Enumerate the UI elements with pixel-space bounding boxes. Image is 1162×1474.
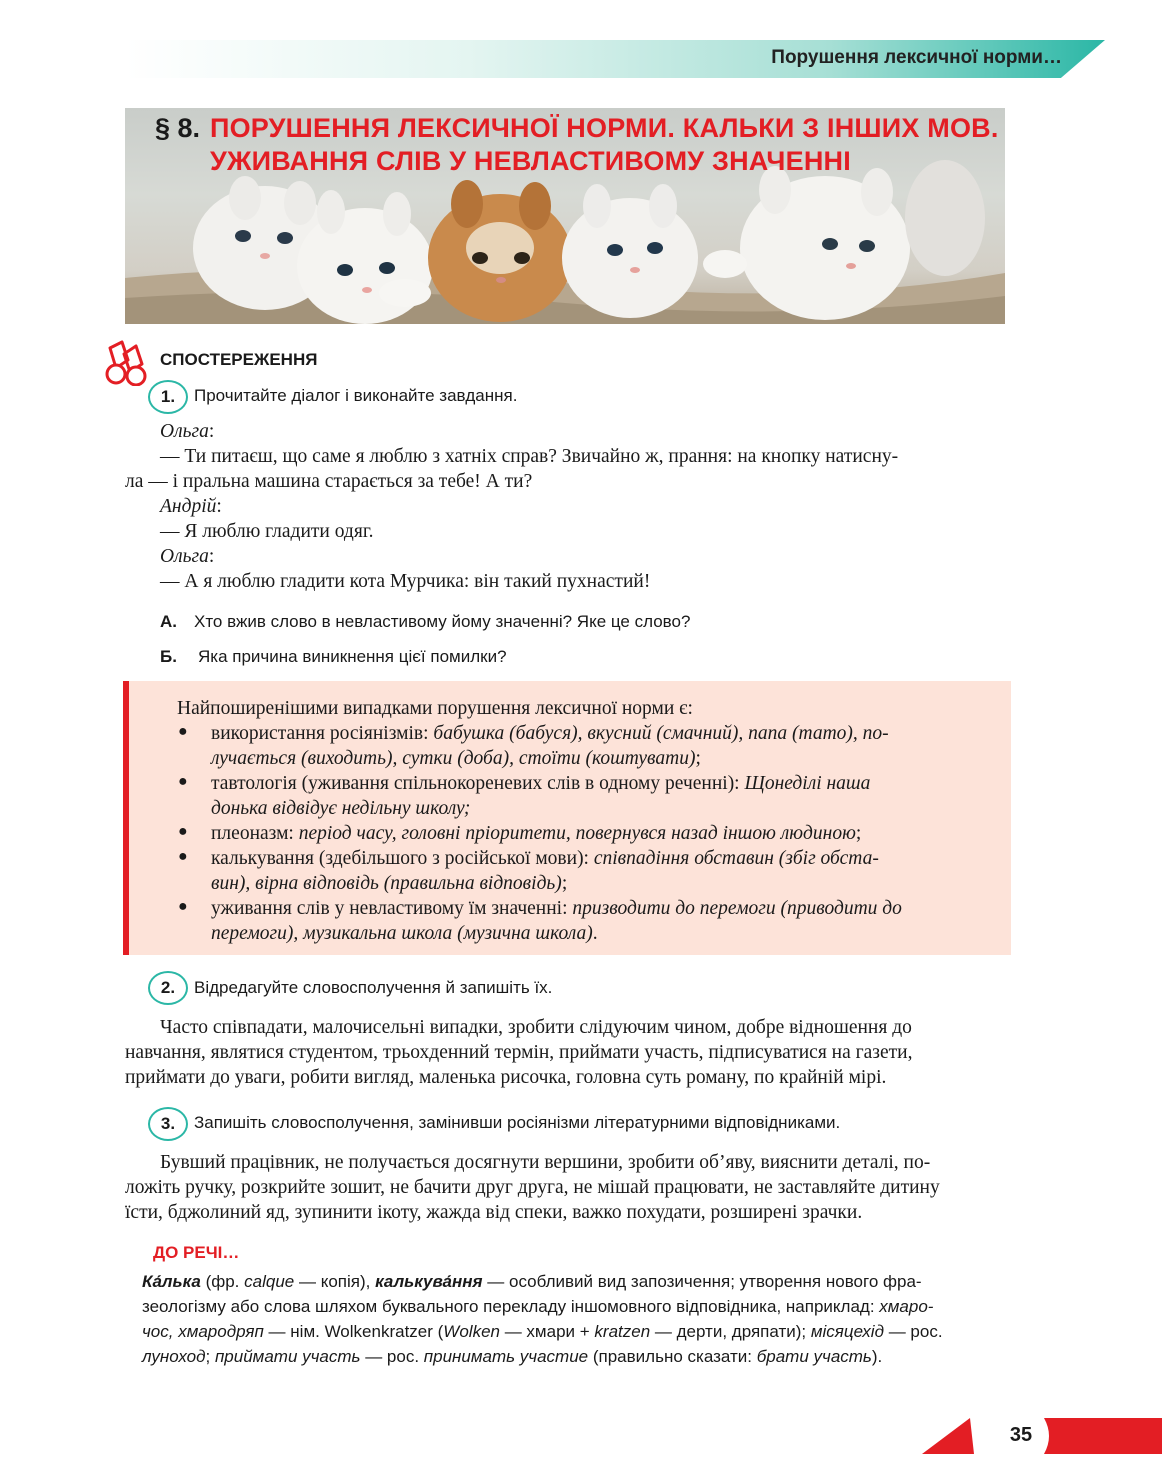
task-3-text: ложіть ручку, розкрийте зошит, не бачити друг друга, не мішай працювати, не заставляйте дитину: [125, 1177, 940, 1198]
running-header-title: Порушення лексичної норми…: [771, 47, 1062, 68]
question-letter-b: Б.: [160, 647, 177, 666]
bullet-marker: ●: [178, 723, 188, 740]
question-a-text: Хто вжив слово в невластивому йому значенні? Яке це слово?: [194, 612, 691, 631]
question-b-text: Яка причина виникнення цієї помилки?: [198, 647, 507, 666]
task-2-text: Часто співпадати, малочисельні випадки, зробити слідуючим чином, добре відношення до: [160, 1017, 912, 1038]
dialogue-line: — Ти питаєш, що саме я люблю з хатніх справ? Звичайно ж, прання: на кнопку натисну-: [160, 446, 899, 467]
rule-item-2-cont: донька відвідує недільну школу;: [211, 798, 471, 819]
bullet-marker: ●: [178, 848, 188, 865]
by-the-way-line: Ка́лька (фр. calque — копія), калькува́ння — особливий вид запозичення; утворення нового фра-: [142, 1272, 922, 1291]
task-1-instruction: Прочитайте діалог і виконайте завдання.: [194, 386, 518, 405]
rule-intro: Найпоширенішими випадками порушення лексичної норми є:: [177, 698, 693, 719]
rule-item-3: плеоназм: період часу, головні пріоритети, повернувся назад іншою людиною;: [211, 823, 862, 844]
bullet-marker: ●: [178, 898, 188, 915]
by-the-way-line: луноход; приймати участь — рос. принимать участие (правильно сказати: брати участь).: [142, 1347, 883, 1366]
rule-item-2: тавтологія (уживання спільнокореневих слів в одному реченні): Щонеділі наша: [211, 773, 871, 794]
section-title-line2: УЖИВАННЯ СЛІВ У НЕВЛАСТИВОМУ ЗНАЧЕННІ: [210, 146, 851, 176]
dialogue-speaker: Ольга:: [160, 421, 215, 442]
dialogue-line: ла — і пральна машина старається за тебе! А ти?: [125, 471, 533, 492]
dialogue-speaker: Андрій:: [160, 496, 222, 517]
page-number: 35: [1009, 1424, 1033, 1446]
task-3-text: Бувший працівник, не получається досягнути вершини, зробити об’яву, вияснити деталі, по-: [160, 1152, 931, 1173]
task-3-text: їсти, бджолиний яд, зупинити ікоту, жажда від спеки, важко похудати, розширені зрачки.: [125, 1202, 863, 1223]
task-2-instruction: Відредагуйте словосполучення й запишіть їх.: [194, 978, 553, 997]
task-2-text: приймати до уваги, робити вигляд, маленька рисочка, головна суть роману, по крайній мірі.: [125, 1067, 887, 1088]
task-2-text: навчання, являтися студентом, трьохденний термін, приймати участь, підписуватися на газети,: [125, 1042, 913, 1063]
question-letter-a: А.: [160, 612, 177, 631]
task-3-instruction: Запишіть словосполучення, замінивши росіянізми літературними відповідниками.: [194, 1113, 841, 1132]
observation-heading: СПОСТЕРЕЖЕННЯ: [160, 350, 318, 369]
bullet-marker: ●: [178, 773, 188, 790]
rule-item-1: використання росіянізмів: бабушка (бабуся), вкусний (смачний), папа (тато), по-: [211, 723, 889, 744]
by-the-way-line: чос, хмародряп — нім. Wolkenkratzer (Wolken — хмари + kratzen — дерти, дряпати); місяцехід — рос.: [142, 1322, 943, 1341]
section-title-line1: ПОРУШЕННЯ ЛЕКСИЧНОЇ НОРМИ. КАЛЬКИ З ІНШИХ МОВ.: [210, 113, 999, 143]
rule-item-5: уживання слів у невластивому їм значенні: призводити до перемоги (приводити до: [211, 898, 902, 919]
rule-item-4: калькування (здебільшого з російської мови): співпадіння обставин (збіг обста-: [211, 848, 879, 869]
rule-item-4-cont: вин), вірна відповідь (правильна відповідь);: [211, 873, 568, 894]
by-the-way-heading: ДО РЕЧІ…: [153, 1243, 240, 1262]
bullet-marker: ●: [178, 823, 188, 840]
task-number-1: 1.: [148, 380, 188, 414]
task-number-3: 3.: [148, 1107, 188, 1141]
binoculars-icon: [102, 338, 154, 386]
section-number: § 8.: [155, 113, 201, 143]
by-the-way-line: зеологізму або слова шляхом буквального перекладу іншомовного відповідника, наприклад: хмаро-: [142, 1297, 934, 1316]
rule-item-1-cont: лучається (виходить), сутки (доба), стоїти (коштувати);: [211, 748, 701, 769]
dialogue-speaker: Ольга:: [160, 546, 215, 567]
dialogue-line: — Я люблю гладити одяг.: [160, 521, 374, 542]
rule-item-5-cont: перемоги), музикальна школа (музична школа).: [211, 923, 598, 944]
task-number-2: 2.: [148, 971, 188, 1005]
dialogue-line: — А я люблю гладити кота Мурчика: він такий пухнастий!: [160, 571, 651, 592]
